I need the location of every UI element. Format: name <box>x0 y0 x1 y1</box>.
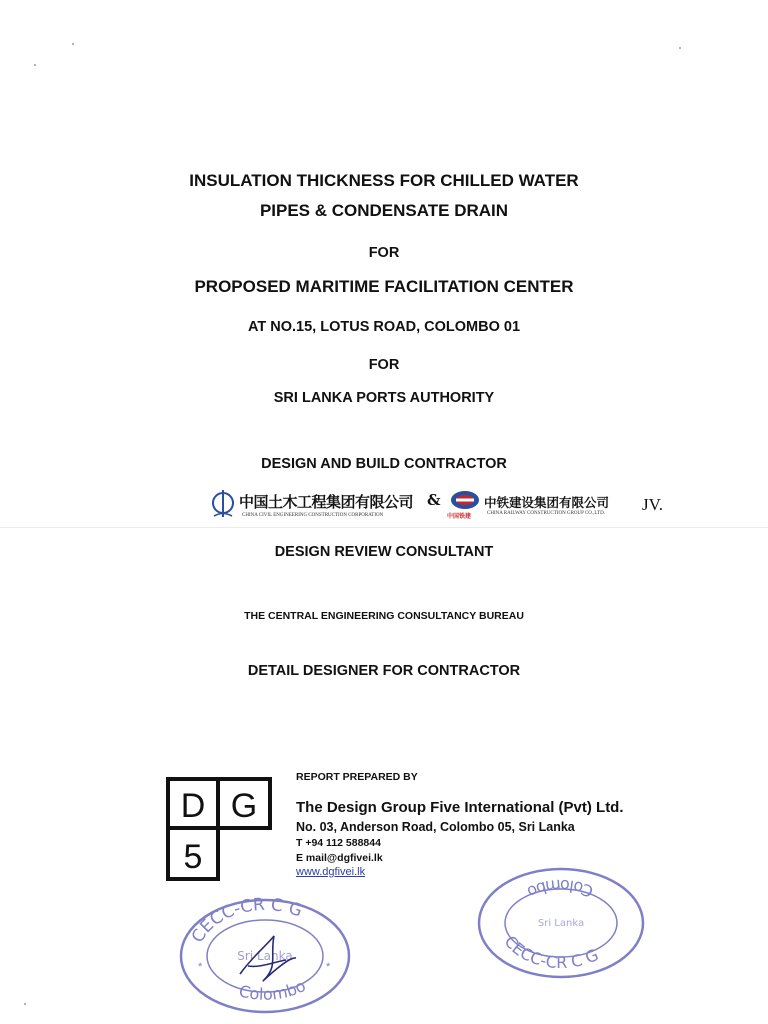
right-stamp-center-text: Sri Lanka <box>537 918 585 929</box>
review-consultant: THE CENTRAL ENGINEERING CONSULTANCY BUREAU <box>244 610 524 622</box>
left-stamp-bottom-text: Colombo <box>237 975 309 1004</box>
project-name: PROPOSED MARITIME FACILITATION CENTER <box>194 277 574 296</box>
scan-speck <box>72 43 74 45</box>
stamp-star-icon: * <box>326 961 331 973</box>
cceccc-logo-icon <box>210 489 236 519</box>
dg5-logo <box>166 777 272 881</box>
stamp-star-icon: * <box>198 961 203 973</box>
dg5-logo-5: 5 <box>183 838 203 876</box>
crcc-logo-icon <box>450 490 480 510</box>
title-line-2: PIPES & CONDENSATE DRAIN <box>259 201 509 220</box>
jv-label: JV. <box>642 495 663 514</box>
review-heading: DESIGN REVIEW CONSULTANT <box>274 544 494 560</box>
ampersand: & <box>427 491 441 509</box>
contractor-heading: DESIGN AND BUILD CONTRACTOR <box>261 456 507 472</box>
report-company-name: The Design Group Five International (Pvt) Ltd. <box>296 799 624 816</box>
report-phone: T +94 112 588844 <box>296 837 381 849</box>
page-fold-line <box>0 527 768 528</box>
left-stamp-top-text: CECC-CR C G <box>187 896 305 947</box>
cceccc-name-cn: 中国土木工程集团有限公司 <box>239 493 414 511</box>
report-company-address: No. 03, Anderson Road, Colombo 05, Sri Lanka <box>296 820 575 834</box>
left-company-stamp <box>178 896 352 1014</box>
title-line-1: INSULATION THICKNESS FOR CHILLED WATER <box>189 171 579 190</box>
for-label-2: FOR <box>368 357 400 373</box>
project-address: AT NO.15, LOTUS ROAD, COLOMBO 01 <box>247 319 521 335</box>
report-email[interactable]: E mail@dgfivei.lk <box>296 852 383 864</box>
crcc-name-cn: 中铁建设集团有限公司 <box>484 495 610 510</box>
dg5-logo-g: G <box>230 787 258 825</box>
crcc-logo-cn: 中国铁建 <box>447 513 472 520</box>
contractor-logos <box>210 487 680 523</box>
left-stamp-center-text: Sri Lanka <box>237 949 293 963</box>
client-name: SRI LANKA PORTS AUTHORITY <box>273 390 495 406</box>
report-website-link[interactable]: www.dgfivei.lk <box>296 866 366 878</box>
right-company-stamp <box>476 866 646 980</box>
detail-designer-heading: DETAIL DESIGNER FOR CONTRACTOR <box>247 663 521 679</box>
scan-speck <box>24 1003 26 1005</box>
crcc-name-en: CHINA RAILWAY CONSTRUCTION GROUP CO.,LTD. <box>487 511 605 516</box>
cceccc-name-en: CHINA CIVIL ENGINEERING CONSTRUCTION CORPORATION <box>242 513 384 518</box>
report-prepared-by-label: REPORT PREPARED BY <box>296 771 418 783</box>
right-stamp-bottom-text: CECC-CR C G <box>500 932 602 973</box>
for-label-1: FOR <box>368 245 400 261</box>
scan-speck <box>679 47 681 49</box>
scan-speck <box>34 64 36 66</box>
dg5-logo-d: D <box>180 787 206 825</box>
right-stamp-top-text: Colombo <box>524 875 596 902</box>
